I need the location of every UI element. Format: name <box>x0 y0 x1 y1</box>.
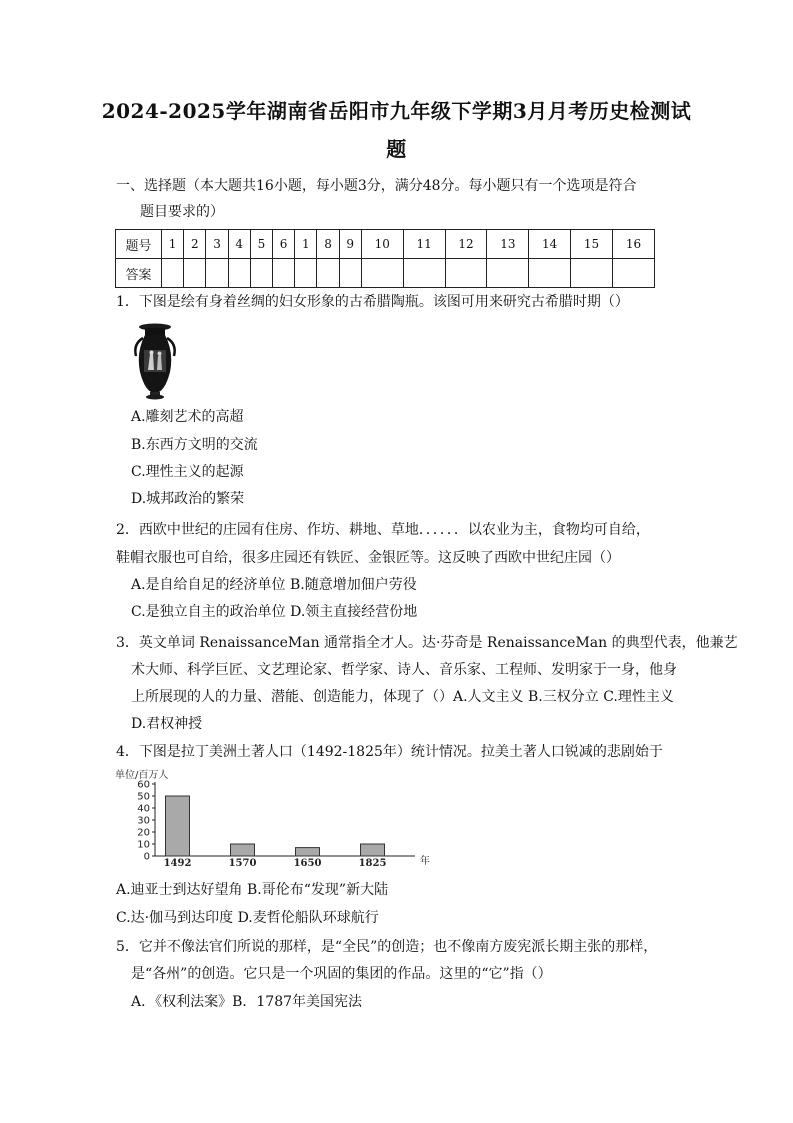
answer-cell[interactable] <box>295 259 317 288</box>
question-number-cell: 13 <box>487 230 529 259</box>
question-number-cell: 10 <box>361 230 403 259</box>
answer-table-number-header: 题号 <box>116 230 162 259</box>
chart-bar <box>231 844 255 856</box>
answer-cell[interactable] <box>361 259 403 288</box>
question-number-cell: 4 <box>228 230 250 259</box>
question-number-cell: 12 <box>445 230 487 259</box>
question-2-stem-line-2: 鞋帽衣服也可自给，很多庄园还有铁匠、金银匠等。这反映了西欧中世纪庄园（） <box>116 550 620 566</box>
question-number-cell: 11 <box>403 230 445 259</box>
answer-table-number-row <box>116 230 655 259</box>
greek-vase-image <box>130 322 180 400</box>
chart-y-tick-label: 20 <box>137 827 150 839</box>
question-4-options-cd: C.达·伽马到达印度 D.麦哲伦船队环球航行 <box>116 910 379 926</box>
answer-table-answer-row <box>116 259 655 288</box>
chart-bar <box>166 796 190 856</box>
question-1-stem: 1．下图是绘有身着丝绸的妇女形象的古希腊陶瓶。该图可用来研究古希腊时期（） <box>116 294 629 310</box>
chart-x-tick-label: 1570 <box>228 858 257 868</box>
answer-cell[interactable] <box>445 259 487 288</box>
question-3-option-d: D.君权神授 <box>131 716 203 732</box>
chart-y-tick-label: 60 <box>137 779 150 791</box>
answer-cell[interactable] <box>228 259 250 288</box>
chart-x-tick-label: 1492 <box>163 858 192 868</box>
chart-x-axis-unit: 年 <box>420 856 430 867</box>
question-number-cell: 16 <box>612 230 654 259</box>
chart-y-tick-label: 30 <box>137 815 150 827</box>
question-number-cell: 1 <box>295 230 317 259</box>
chart-y-tick-label: 10 <box>137 839 150 851</box>
chart-y-axis-label: 单位/百万人 <box>115 770 169 781</box>
section-heading-continued: 题目要求的） <box>140 204 224 220</box>
answer-cell[interactable] <box>162 259 184 288</box>
answer-cell[interactable] <box>184 259 206 288</box>
answer-cell[interactable] <box>571 259 613 288</box>
question-number-cell: 14 <box>529 230 571 259</box>
question-5-options-ab: A．《权利法案》B．1787年美国宪法 <box>131 994 363 1010</box>
question-1-option-b: B.东西方文明的交流 <box>131 437 258 453</box>
question-number-cell: 8 <box>317 230 339 259</box>
answer-cell[interactable] <box>403 259 445 288</box>
question-3-stem-line-3: 上所展现的人的力量、潜能、创造能力，体现了（）A.人文主义 B.三权分立 C.理性主义 <box>131 689 674 705</box>
question-number-cell: 2 <box>184 230 206 259</box>
answer-cell[interactable] <box>317 259 339 288</box>
answer-table <box>115 229 655 288</box>
question-4-stem: 4．下图是拉丁美洲土著人口（1492-1825年）统计情况。拉美土著人口锐减的悲剧始于 <box>116 744 663 760</box>
question-number-cell: 3 <box>206 230 228 259</box>
question-4-options-ab: A.迪亚士到达好望角 B.哥伦布“发现”新大陆 <box>116 882 389 898</box>
chart-bar <box>296 848 320 856</box>
answer-cell[interactable] <box>273 259 295 288</box>
chart-y-tick-label: 50 <box>137 791 150 803</box>
chart-y-tick-label: 0 <box>143 851 150 863</box>
question-number-cell: 1 <box>162 230 184 259</box>
answer-cell[interactable] <box>339 259 361 288</box>
question-1-option-a: A.雕刻艺术的高超 <box>131 409 244 425</box>
question-5-stem-line-1: 5．它并不像法官们所说的那样，是“全民”的创造；也不像南方废宪派长期主张的那样， <box>116 939 658 955</box>
answer-cell[interactable] <box>612 259 654 288</box>
chart-x-tick-label: 1650 <box>293 858 322 868</box>
question-3-stem-line-1: 3．英文单词 RenaissanceMan 通常指全才人。达·芬奇是 RenaissanceMan 的典型代表，他兼艺 <box>116 635 738 651</box>
answer-table-answer-header: 答案 <box>116 259 162 288</box>
question-number-cell: 6 <box>273 230 295 259</box>
question-number-cell: 15 <box>571 230 613 259</box>
page-title: 2024-2025学年湖南省岳阳市九年级下学期3月月考历史检测试题 <box>101 99 692 161</box>
question-number-cell: 9 <box>339 230 361 259</box>
question-2-options-ab: A.是自给自足的经济单位 B.随意增加佃户劳役 <box>131 577 417 593</box>
answer-cell[interactable] <box>206 259 228 288</box>
question-2-stem-line-1: 2．西欧中世纪的庄园有住房、作坊、耕地、草地．．．．．．以农业为主，食物均可自给， <box>116 522 650 538</box>
population-bar-chart <box>115 768 435 868</box>
chart-y-tick-label: 40 <box>137 803 150 815</box>
question-1-option-d: D.城邦政治的繁荣 <box>131 491 245 507</box>
section-heading: 一、选择题（本大题共16小题，每小题3分，满分48分。每小题只有一个选项是符合 <box>116 178 637 194</box>
chart-x-tick-label: 1825 <box>358 858 387 868</box>
chart-bar <box>361 844 385 856</box>
answer-cell[interactable] <box>529 259 571 288</box>
question-2-options-cd: C.是独立自主的政治单位 D.领主直接经营份地 <box>131 604 418 620</box>
question-1-option-c: C.理性主义的起源 <box>131 464 244 480</box>
answer-cell[interactable] <box>487 259 529 288</box>
question-3-stem-line-2: 术大师、科学巨匠、文艺理论家、哲学家、诗人、音乐家、工程师、发明家于一身，他身 <box>131 662 677 678</box>
answer-cell[interactable] <box>250 259 272 288</box>
question-number-cell: 5 <box>250 230 272 259</box>
question-5-stem-line-2: 是“各州”的创造。它只是一个巩固的集团的作品。这里的“它”指（） <box>131 966 552 982</box>
